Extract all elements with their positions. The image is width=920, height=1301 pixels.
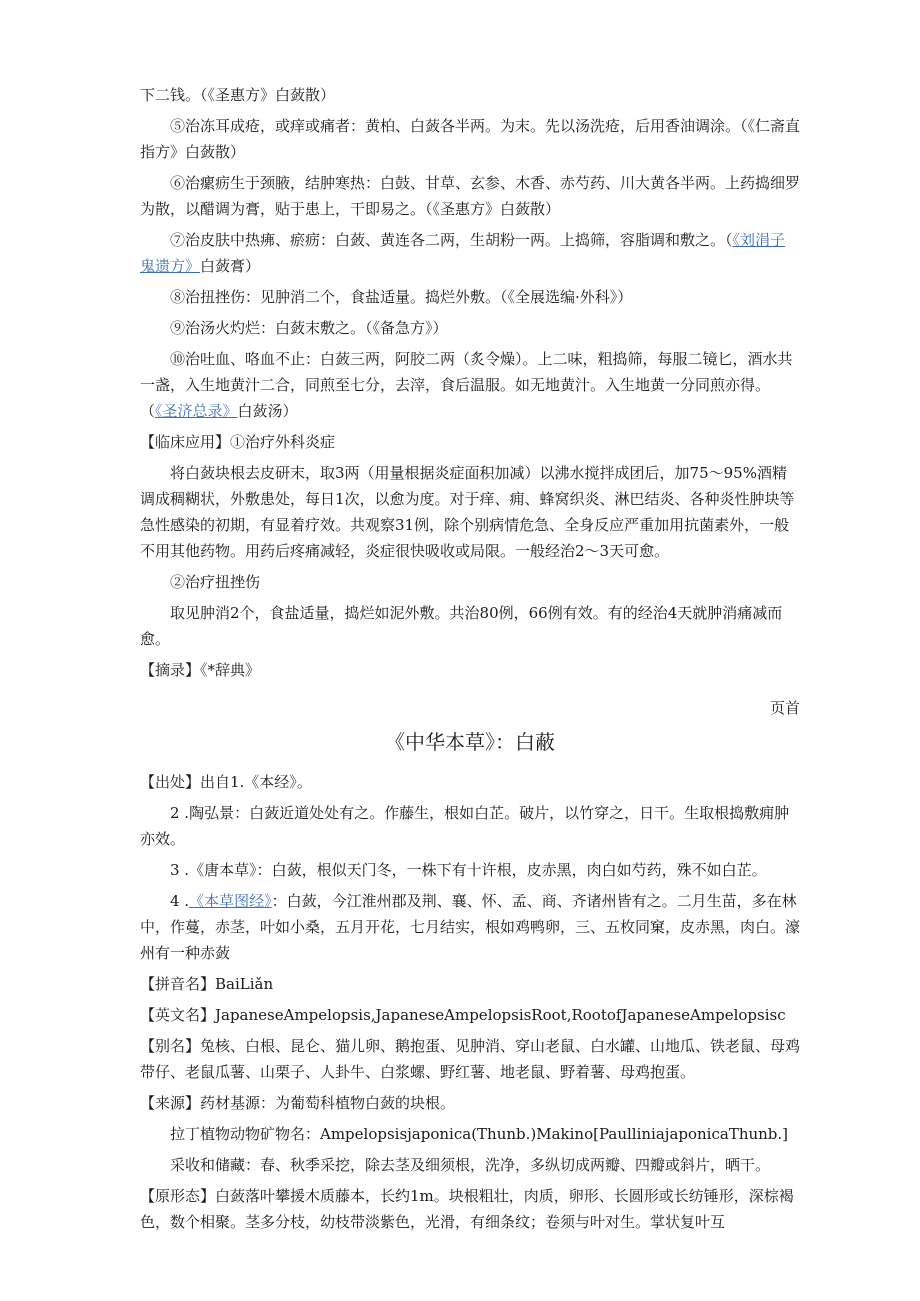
paragraph-sprain: ⑧治扭挫伤：见肿消二个，食盐适量。捣烂外敷。（《全展选编·外科》） (170, 288, 633, 306)
english-name: 【英文名】JapaneseAmpelopsis,JapaneseAmpelopsisRoot,RootofJapaneseAmpelopsisc (140, 1006, 786, 1024)
harvest-storage: 采收和储藏：春、秋季采挖，除去茎及细须根，洗净，多纵切成两瓣、四瓣或斜片，晒干。 (170, 1156, 771, 1174)
origin-tao-hongjing: 2 .陶弘景：白蔹近道处处有之。作藤生，根如白芷。破片，以竹穿之，日干。生取根捣敷痈肿亦效。 (140, 804, 790, 848)
heading-clinical-application: 【临床应用】①治疗外科炎症 (140, 433, 336, 451)
latin-name: 拉丁植物动物矿物名：Ampelopsisjaponica(Thunb.)Makino[PaulliniajaponicaThunb.] (170, 1125, 789, 1143)
link-liu-juanzi[interactable]: 《刘涓子鬼遗方》 (140, 231, 786, 275)
section-title: 《中华本草》：白蔽 (385, 730, 555, 754)
paragraph-inflammation: 将白蔹块根去皮研末，取3两（用量根据炎症面积加减）以沸水搅拌成团后，加75～95%酒精调成稠糊状，外敷患处，每日1次，以愈为度。对于痒、痈、蜂窝织炎、淋巴结炎、各种炎性肿块等急性感染的初期，有显着疗效。共观察31例，除个别病情危急、全身反应严重加用抗菌素外，一般不用其他药物。用药后疼痛减轻，炎症很快吸收或局限。一般经治2～3天可愈。 (140, 464, 795, 560)
paragraph-skin-heat: ⑦治皮肤中热疿、瘀疬：白蔹、黄连各二两，生胡粉一两。上捣筛，容脂调和敷之。（《刘涓子鬼遗方》白蔹膏） (140, 231, 786, 275)
link-bencao-tujing[interactable]: 《本草图经》 (189, 892, 272, 910)
excerpt-source: 【摘录】《*辞典》 (140, 661, 261, 679)
pinyin-name: 【拼音名】BaiLiǎn (140, 975, 274, 993)
origin: 【出处】出自1.《本经》。 (140, 773, 312, 791)
origin-bencao-tujing: 4 .《本草图经》：白蔹，今江淮州郡及荆、襄、怀、孟、商、齐诸州皆有之。二月生苗，多在林中，作蔓，赤茎，叶如小桑，五月开花，七月结实，根如鸡鸭卵，三、五枚同窠，皮赤黑，肉白。濠州有一种赤蔹 (140, 892, 801, 962)
paragraph-burn: ⑨治汤火灼烂：白蔹末敷之。（《备急方》） (170, 319, 448, 337)
origin-tang-bencao: 3 .《唐本草》：白蔹，根似天门冬，一株下有十许根，皮赤黑，肉白如芍药，殊不如白芷。 (170, 861, 767, 879)
paragraph-hemoptysis: ⑩治吐血、咯血不止：白蔹三两，阿胶二两（炙令燥）。上二味，粗捣筛，每服二镜匕，酒水共一盏，入生地黄汁二合，同煎至七分，去滓，食后温服。如无地黄汁。入生地黄一分同煎亦得。（《圣济总录》白蔹汤） (140, 350, 793, 420)
aliases: 【别名】兔核、白根、昆仑、猫儿卵、鹅抱蛋、见肿消、穿山老鼠、白水罐、山地瓜、铁老鼠、母鸡带仔、老鼠瓜薯、山栗子、人卦牛、白浆螺、野红薯、地老鼠、野着薯、母鸡抱蛋。 (140, 1037, 801, 1081)
link-shengji-zonglu[interactable]: 《圣济总录》 (155, 402, 238, 420)
document-page (140, 82, 800, 1240)
paragraph-scrofula: ⑥治瘰疬生于颈腋，结肿寒热：白鼓、甘草、玄参、木香、赤芍药、川大黄各半两。上药捣细罗为散，以醋调为膏，贴于患上，干即易之。（《圣惠方》白蔹散） (140, 174, 801, 218)
page-top-link[interactable]: 页首 (769, 699, 800, 717)
paragraph-1: 下二钱。（《圣惠方》白蔹散） (140, 86, 336, 104)
paragraph-sprain-treatment: 取见肿消2个，食盐适量，捣烂如泥外敷。共治80例，66例有效。有的经治4天就肿消痛减而愈。 (140, 604, 783, 648)
paragraph-frostbite: ⑤治冻耳成疮，或痒或痛者：黄柏、白蔹各半两。为末。先以汤洗疮，后用香油调涂。（《仁斋直指方》白蔹散） (140, 117, 801, 161)
source: 【来源】药材基源：为葡萄科植物白蔹的块根。 (140, 1094, 456, 1112)
morphology: 【原形态】白蔹落叶攀援木质藤本，长约1m。块根粗壮，肉质，卵形、长圆形或长纺锤形，深棕褐色，数个相聚。茎多分枝，幼枝带淡紫色，光滑，有细条纹；卷须与叶对生。掌状复叶互 (140, 1187, 794, 1231)
heading-sprain-treatment: ②治疗扭挫伤 (170, 573, 261, 591)
